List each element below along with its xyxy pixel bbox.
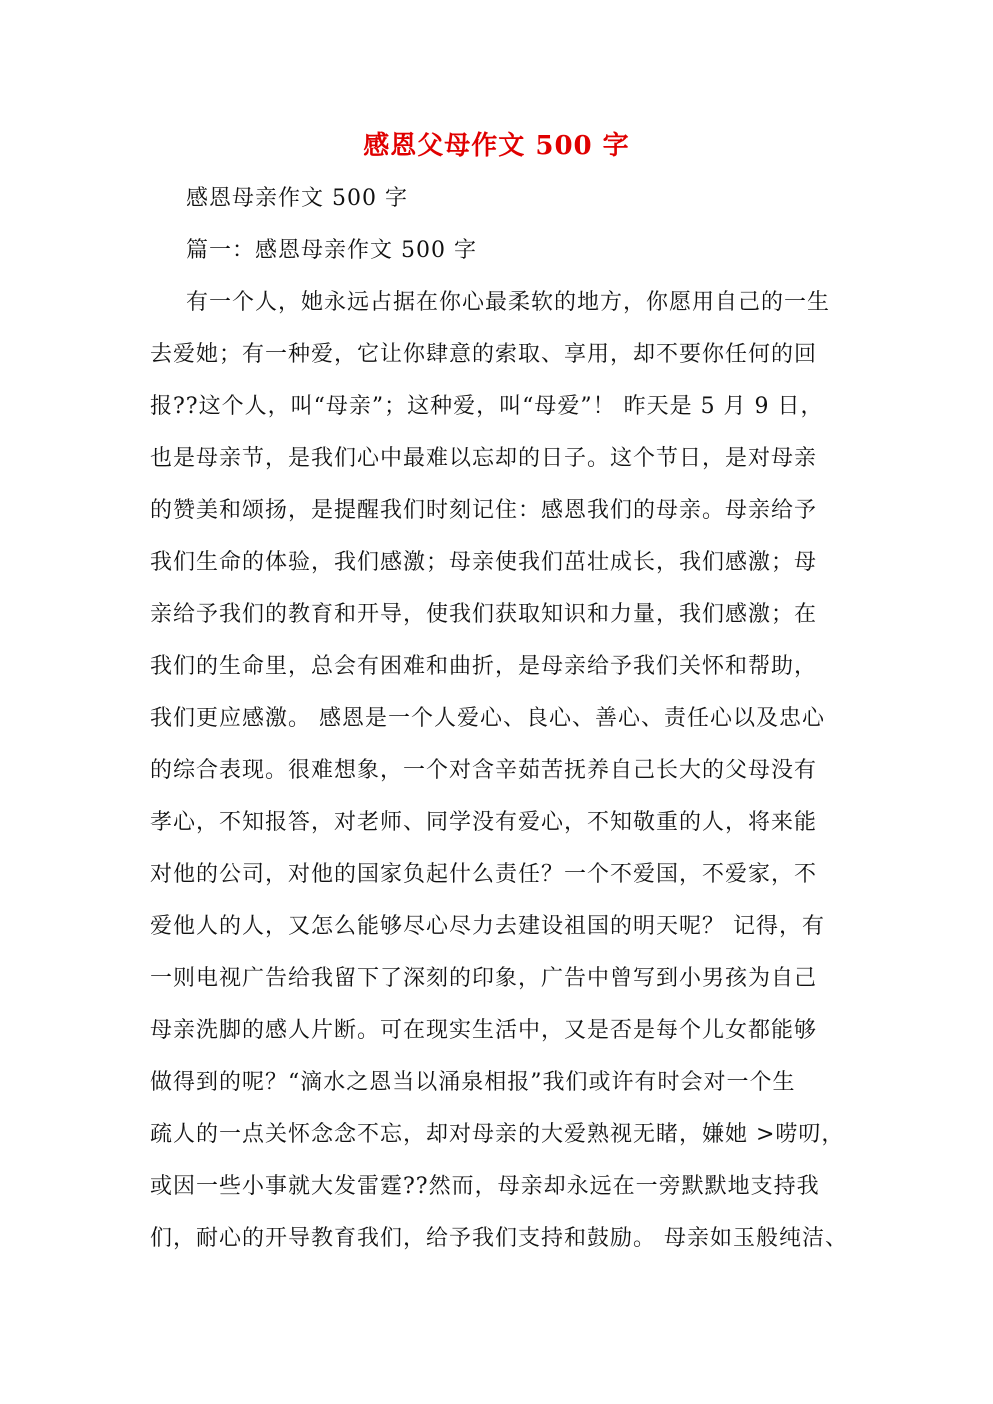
text-line: 我们更应感激。 感恩是一个人爱心、良心、善心、责任心以及忠心 (150, 706, 825, 731)
text-line: 们，耐心的开导教育我们，给予我们支持和鼓励。 母亲如玉般纯洁、 (150, 1226, 848, 1251)
text-line: 或因一些小事就大发雷霆??然而，母亲却永远在一旁默默地支持我 (150, 1174, 820, 1199)
document-title: 感恩父母作文 500 字 (363, 131, 630, 161)
text-line: 去爱她；有一种爱，它让你肆意的索取、享用，却不要你任何的回 (150, 342, 818, 367)
text-line: 的赞美和颂扬，是提醒我们时刻记住：感恩我们的母亲。母亲给予 (150, 498, 818, 523)
essay-body (150, 288, 870, 1276)
text-line: 我们生命的体验，我们感激；母亲使我们茁壮成长，我们感激；母 (150, 550, 818, 575)
text-line: 做得到的呢？“滴水之恩当以涌泉相报”我们或许有时会对一个生 (150, 1070, 796, 1095)
text-line: 母亲洗脚的感人片断。可在现实生活中，又是否是每个儿女都能够 (150, 1018, 818, 1043)
section-heading: 篇一：感恩母亲作文 500 字 (186, 238, 477, 263)
text-line: 一则电视广告给我留下了深刻的印象，广告中曾写到小男孩为自己 (150, 966, 818, 991)
text-line: 报??这个人，叫“母亲”；这种爱，叫“母爱”！ 昨天是 5 月 9 日， (150, 394, 824, 419)
text-line: 有一个人，她永远占据在你心最柔软的地方，你愿用自己的一生 (186, 290, 831, 315)
text-line: 孝心，不知报答，对老师、同学没有爱心，不知敬重的人，将来能 (150, 810, 818, 835)
text-line: 对他的公司，对他的国家负起什么责任？一个不爱国，不爱家，不 (150, 862, 818, 887)
text-line: 的综合表现。很难想象，一个对含辛茹苦抚养自己长大的父母没有 (150, 758, 818, 783)
text-line: 爱他人的人，又怎么能够尽心尽力去建设祖国的明天呢？ 记得，有 (150, 914, 825, 939)
document-subtitle: 感恩母亲作文 500 字 (186, 186, 408, 211)
text-line: 我们的生命里，总会有困难和曲折，是母亲给予我们关怀和帮助， (150, 654, 818, 679)
text-line: 疏人的一点关怀念念不忘，却对母亲的大爱熟视无睹，嫌她 >唠叨， (150, 1122, 845, 1147)
text-line: 也是母亲节，是我们心中最难以忘却的日子。这个节日，是对母亲 (150, 446, 818, 471)
text-line: 亲给予我们的教育和开导，使我们获取知识和力量，我们感激；在 (150, 602, 818, 627)
